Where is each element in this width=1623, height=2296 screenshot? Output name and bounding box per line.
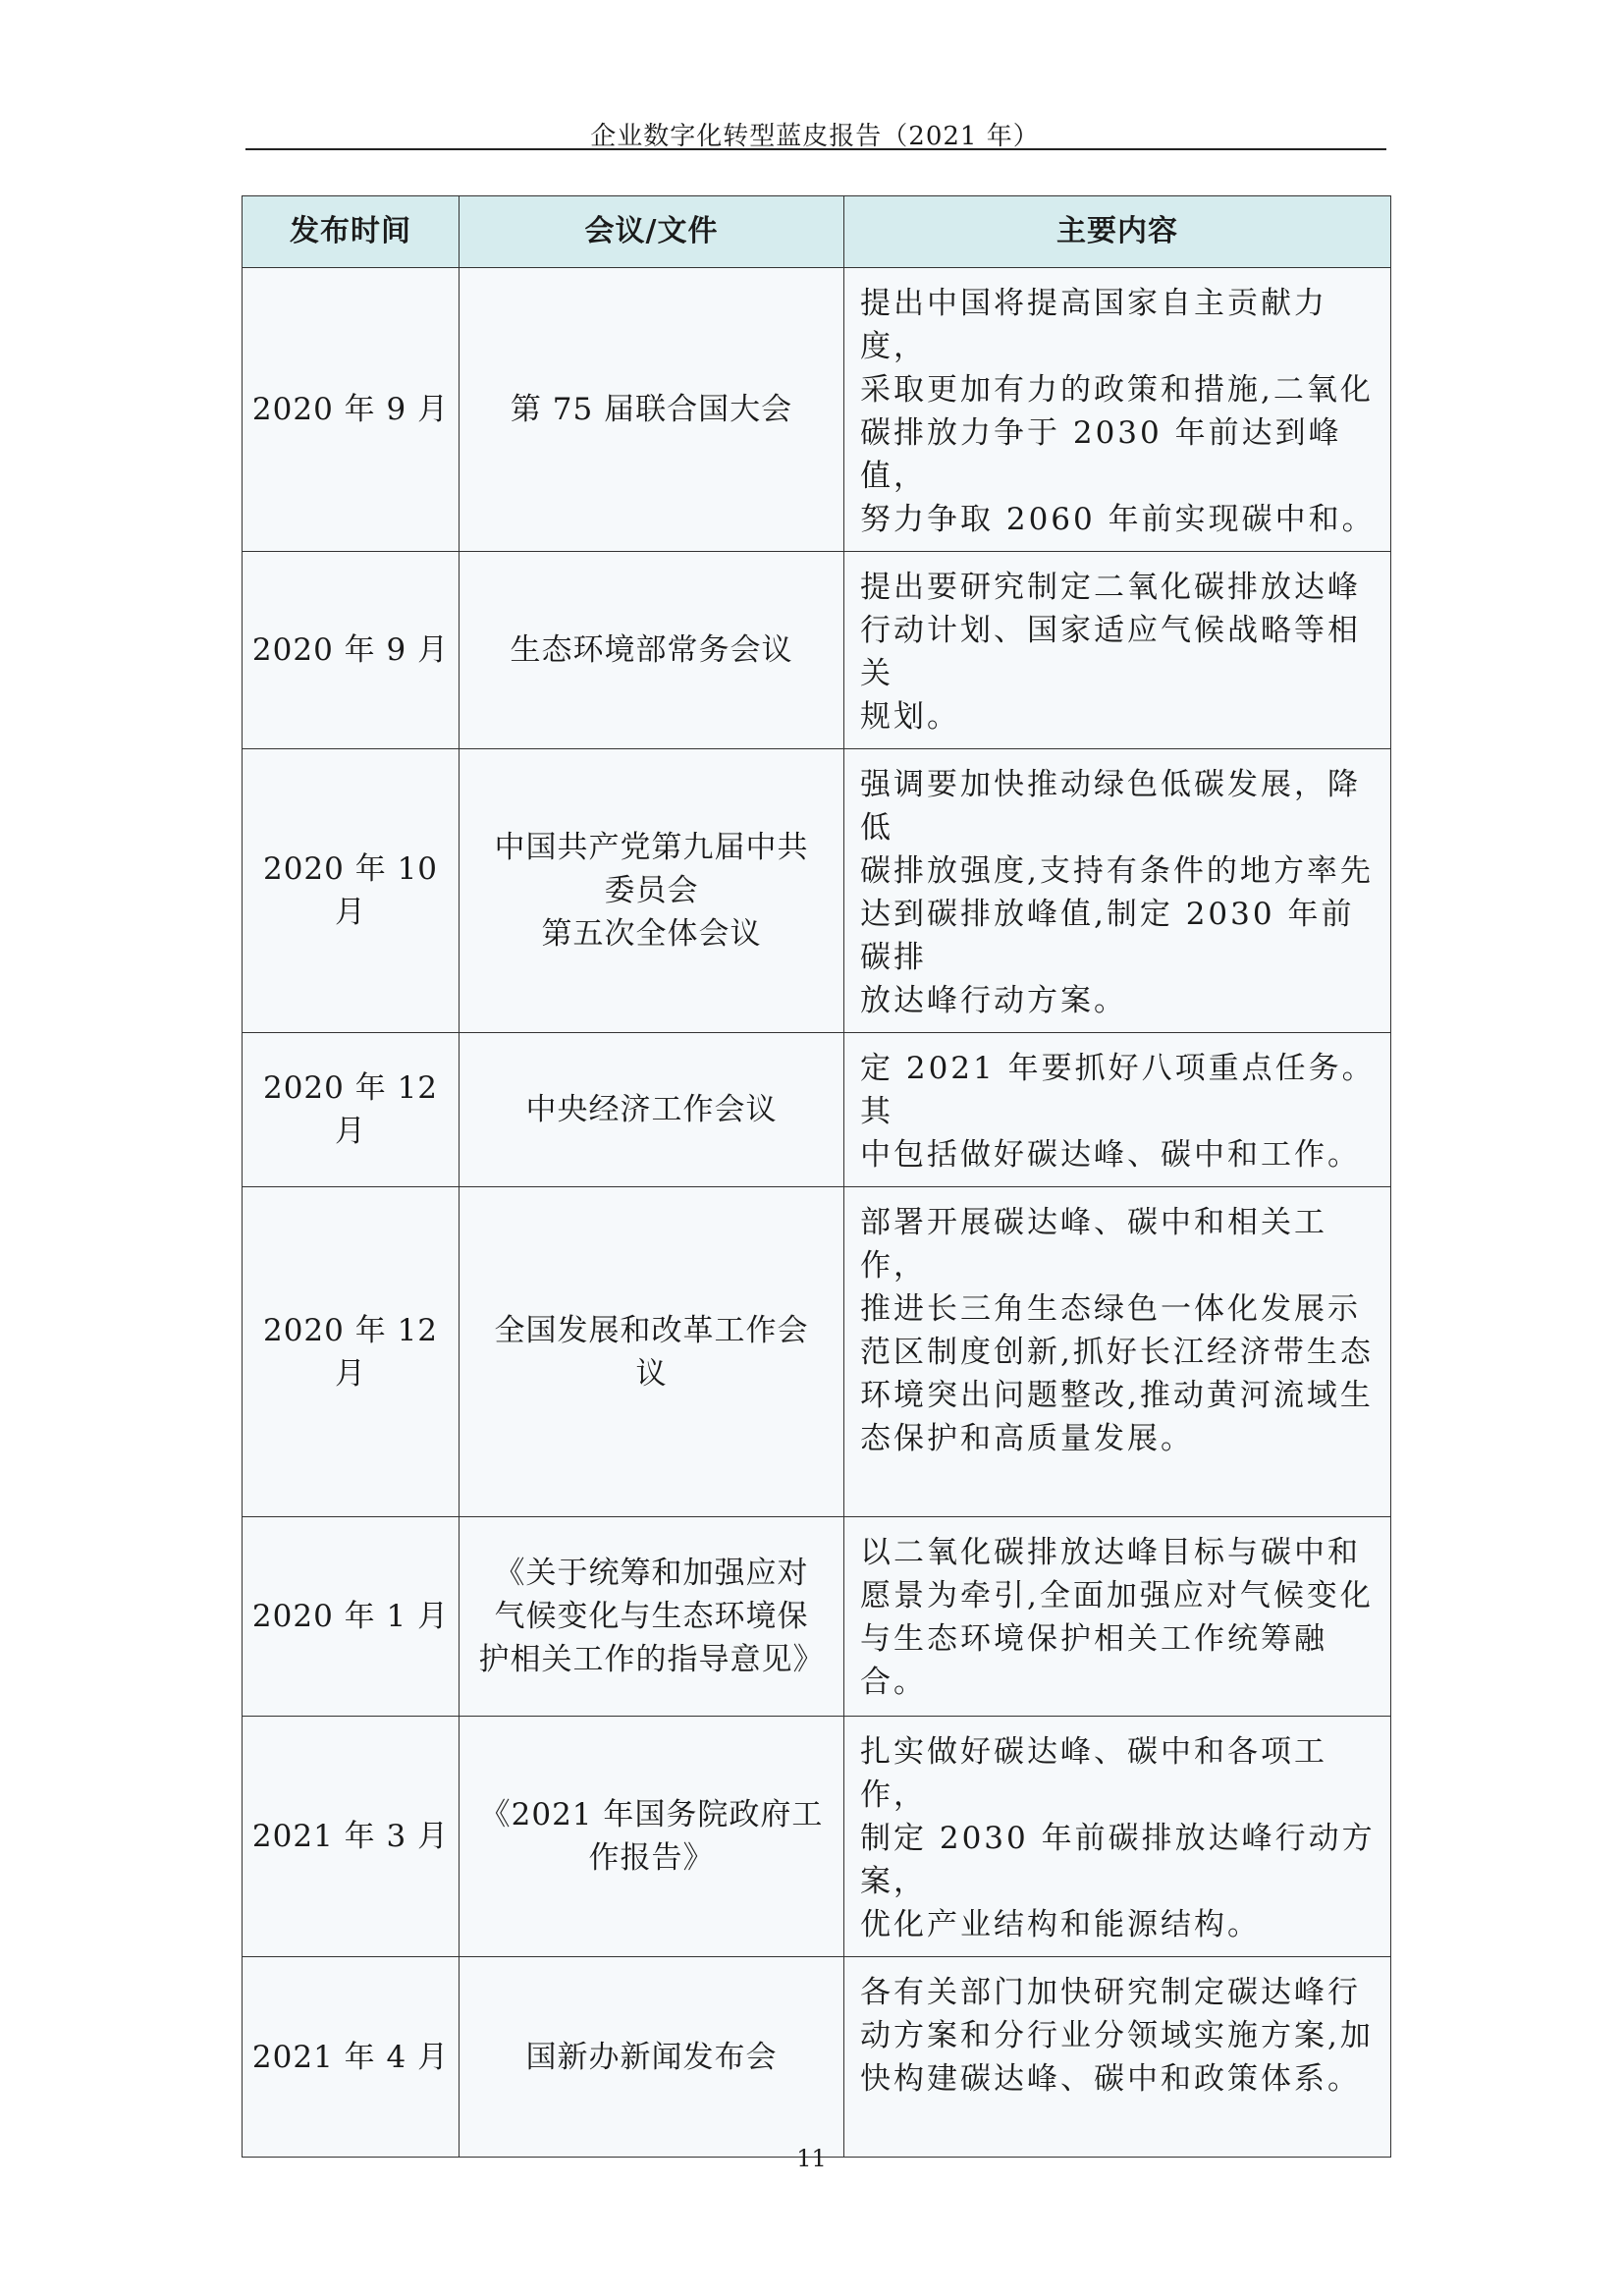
- content-line: 范区制度创新,抓好长江经济带生态: [860, 1335, 1374, 1370]
- content-line: 行动计划、国家适应气候战略等相关: [860, 613, 1361, 691]
- cell-meeting: [460, 552, 844, 749]
- meeting-line: 护相关工作的指导意见》: [478, 1642, 825, 1677]
- table-row: [243, 268, 1391, 552]
- column-header-content: 主要内容: [844, 196, 1391, 268]
- meeting-line: 第五次全体会议: [541, 916, 762, 952]
- page-header-title: 企业数字化转型蓝皮报告（2021 年）: [590, 122, 1040, 151]
- meeting-line: 气候变化与生态环境保: [494, 1599, 809, 1634]
- content-line: 提出中国将提高国家自主贡献力度，: [860, 286, 1327, 364]
- cell-content: [844, 1517, 1391, 1717]
- cell-content: [844, 1957, 1391, 2158]
- cell-content: [844, 1717, 1391, 1957]
- content-line: 以二氧化碳排放达峰目标与碳中和: [860, 1535, 1361, 1570]
- column-header-meeting: 会议/文件: [460, 196, 844, 268]
- cell-content: [844, 552, 1391, 749]
- cell-date: 2020 年 10 月: [243, 749, 460, 1033]
- meeting-line: 作报告》: [588, 1840, 715, 1876]
- meeting-line: 中央经济工作会议: [525, 1092, 778, 1127]
- meeting-line: 第 75 届联合国大会: [510, 392, 793, 427]
- content-line: 放达峰行动方案。: [860, 983, 1127, 1018]
- content-line: 碳排放力争于 2030 年前达到峰值，: [860, 415, 1342, 494]
- cell-date: 2021 年 4 月: [243, 1957, 460, 2158]
- content-line: 环境突出问题整改,推动黄河流域生: [860, 1378, 1374, 1413]
- cell-meeting: [460, 1187, 844, 1517]
- content-line: 制定 2030 年前碳排放达峰行动方案，: [860, 1821, 1376, 1899]
- content-line: 定 2021 年要抓好八项重点任务。其: [860, 1051, 1376, 1129]
- meeting-line: 国新办新闻发布会: [525, 2039, 778, 2075]
- table-row: [243, 1957, 1391, 2158]
- cell-date: 2020 年 12 月: [243, 1187, 460, 1517]
- content-line: 推进长三角生态绿色一体化发展示: [860, 1291, 1361, 1327]
- content-line: 扎实做好碳达峰、碳中和各项工作，: [860, 1734, 1327, 1813]
- cell-meeting: [460, 1033, 844, 1187]
- table-row: [243, 552, 1391, 749]
- meeting-line: 委员会: [604, 873, 699, 908]
- column-header-date: 发布时间: [243, 196, 460, 268]
- cell-meeting: [460, 268, 844, 552]
- header-rule: [245, 148, 1386, 150]
- table-row: [243, 1033, 1391, 1187]
- table-row: [243, 1517, 1391, 1717]
- content-line: 提出要研究制定二氧化碳排放达峰: [860, 570, 1361, 605]
- cell-date: 2020 年 1 月: [243, 1517, 460, 1717]
- content-line: 采取更加有力的政策和措施,二氧化: [860, 372, 1374, 408]
- cell-meeting: [460, 1717, 844, 1957]
- cell-date: 2021 年 3 月: [243, 1717, 460, 1957]
- meeting-line: 全国发展和改革工作会: [494, 1312, 809, 1348]
- page-number: 11: [796, 2145, 827, 2172]
- cell-content: [844, 1187, 1391, 1517]
- content-line: 强调要加快推动绿色低碳发展，降低: [860, 767, 1361, 846]
- content-line: 各有关部门加快研究制定碳达峰行: [860, 1975, 1361, 2010]
- meeting-line: 议: [635, 1355, 668, 1392]
- policy-table: [242, 195, 1391, 2158]
- content-line: 与生态环境保护相关工作统筹融合。: [860, 1621, 1327, 1700]
- content-line: 愿景为牵引,全面加强应对气候变化: [860, 1578, 1374, 1613]
- table-row: [243, 749, 1391, 1033]
- content-line: 动方案和分行业分领域实施方案,加: [860, 2018, 1374, 2053]
- content-line: 规划。: [860, 699, 960, 735]
- content-line: 优化产业结构和能源结构。: [860, 1907, 1261, 1942]
- meeting-line: 生态环境部常务会议: [510, 632, 793, 668]
- cell-date: 2020 年 9 月: [243, 552, 460, 749]
- table-header-row: [243, 196, 1391, 268]
- cell-meeting: [460, 1517, 844, 1717]
- content-line: 快构建碳达峰、碳中和政策体系。: [860, 2061, 1361, 2097]
- table-row: [243, 1187, 1391, 1517]
- meeting-line: 《2021 年国务院政府工: [479, 1797, 824, 1832]
- cell-content: [844, 1033, 1391, 1187]
- content-line: 努力争取 2060 年前实现碳中和。: [860, 502, 1376, 537]
- content-line: 中包括做好碳达峰、碳中和工作。: [860, 1137, 1361, 1173]
- cell-meeting: [460, 1957, 844, 2158]
- content-line: 态保护和高质量发展。: [860, 1421, 1194, 1456]
- cell-meeting: [460, 749, 844, 1033]
- content-line: 达到碳排放峰值,制定 2030 年前碳排: [860, 897, 1355, 975]
- table-row: [243, 1717, 1391, 1957]
- meeting-line: 中国共产党第九届中共: [494, 830, 809, 865]
- cell-content: [844, 749, 1391, 1033]
- meeting-line: 《关于统筹和加强应对: [494, 1556, 809, 1591]
- cell-date: 2020 年 9 月: [243, 268, 460, 552]
- content-line: 部署开展碳达峰、碳中和相关工作，: [860, 1205, 1327, 1284]
- content-line: 碳排放强度,支持有条件的地方率先: [860, 853, 1374, 889]
- cell-date: 2020 年 12 月: [243, 1033, 460, 1187]
- cell-content: [844, 268, 1391, 552]
